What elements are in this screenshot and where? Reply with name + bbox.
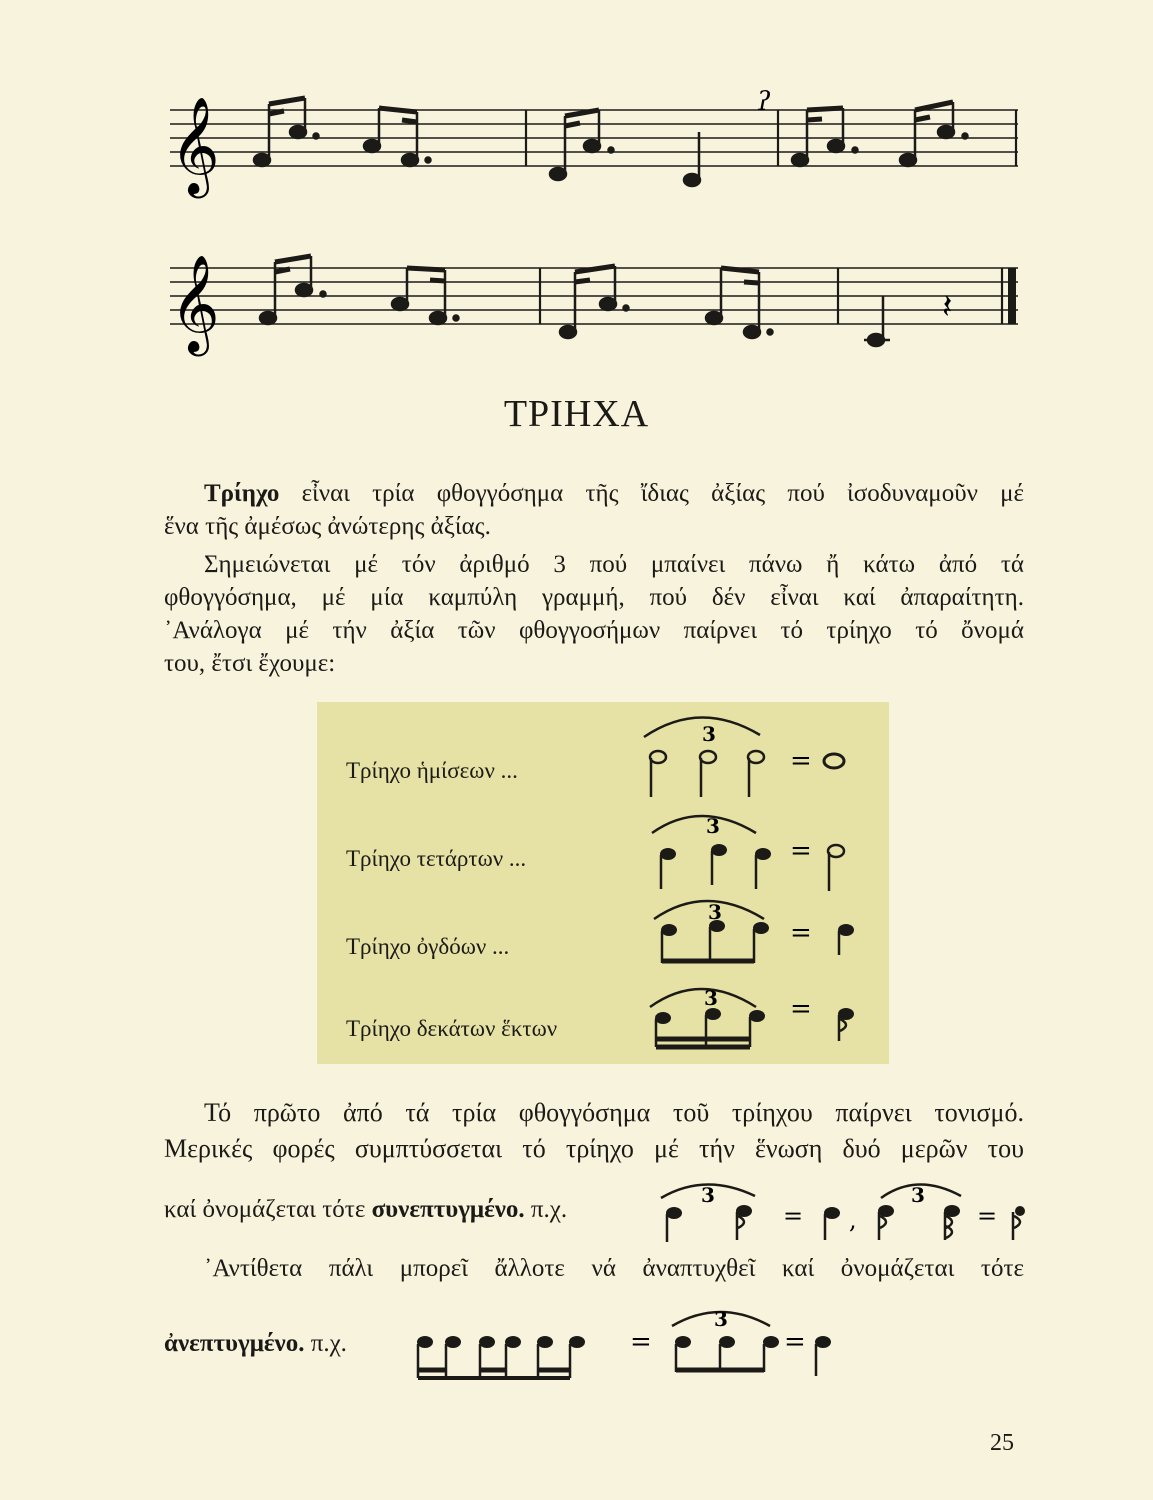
comma-separator: , — [849, 1206, 857, 1234]
equals-sign: = — [784, 1327, 806, 1357]
triplet-number: 3 — [704, 986, 718, 1010]
example-marker: π.χ. — [530, 1196, 568, 1223]
triplet-label: Τρίηχο τετάρτων ... — [346, 846, 527, 871]
equals-sign: = — [790, 746, 812, 776]
breath-mark-icon: ʔ — [757, 87, 771, 117]
final-barline — [1008, 268, 1016, 324]
quarter-rest-icon: 𝄽 — [942, 287, 953, 327]
intro-text: εἶναι τρία φθογγόσημα τῆς ἴδιας ἀξίας πού ἰσοδυναμοῦν μέ — [301, 480, 1024, 507]
equals-sign: = — [790, 994, 812, 1024]
page-number: 25 — [990, 1430, 1014, 1456]
treble-clef-icon — [170, 96, 220, 198]
triplet-label: Τρίηχο ὀγδόων ... — [346, 934, 510, 959]
accent-paragraph — [164, 1095, 1024, 1167]
triplet-label: Τρίηχο ἡμίσεων ... — [346, 758, 518, 783]
contracted-triplet-examples — [655, 1168, 1025, 1244]
paragraph-text: καί ὀνομάζεται τότε — [164, 1196, 366, 1223]
triplet-notation — [630, 705, 890, 1065]
equals-sign: = — [783, 1202, 804, 1230]
music-staff-2 — [160, 228, 1020, 358]
paragraph-line: Σημειώνεται μέ τόν ἀριθμό 3 πού μπαίνει πάνω ἤ κάτω ἀπό τά — [204, 551, 1024, 578]
equals-sign: = — [790, 918, 812, 948]
svg-text:𝄞: 𝄞 — [170, 254, 220, 352]
treble-clef-icon — [170, 254, 220, 356]
triplet-number: 3 — [706, 814, 720, 838]
paragraph-line: ᾿Ανάλογα μέ τήν ἀξία τῶν φθογγοσήμων παίρνει τό τρίηχο τό ὄνομά — [164, 617, 1024, 644]
triplet-label: Τρίηχο δεκάτων ἕκτων — [346, 1016, 558, 1041]
equals-sign: = — [630, 1327, 652, 1357]
expanded-example-line — [164, 1330, 347, 1358]
intro-text: ἕνα τῆς ἀμέσως ἀνώτερης ἀξίας. — [164, 513, 491, 540]
notation-paragraph — [164, 548, 1024, 680]
triplet-number: 3 — [911, 1183, 925, 1207]
svg-text:𝄞: 𝄞 — [170, 96, 220, 194]
expanded-paragraph — [164, 1252, 1024, 1285]
paragraph-line: φθογγόσημα, μέ μία καμπύλη γραμμή, πού δέν εἶναι καί ἀπαραίτητη. — [164, 584, 1024, 611]
equals-sign: = — [790, 836, 812, 866]
equals-sign: = — [977, 1202, 998, 1230]
triplet-number: 3 — [714, 1307, 728, 1331]
triplet-number: 3 — [702, 722, 716, 746]
page-title: ΤΡΙΗΧΑ — [503, 393, 650, 435]
expanded-triplet-example — [410, 1300, 870, 1390]
paragraph-line: Τό πρῶτο ἀπό τά τρία φθογγόσημα τοῦ τρίηχου παίρνει τονισμό. — [204, 1098, 1024, 1127]
paragraph-line: Μερικές φορές συμπτύσσεται τό τρίηχο μέ τήν ἕνωση δυό μερῶν του — [164, 1134, 1024, 1163]
triplet-number: 3 — [701, 1183, 715, 1207]
paragraph-line: ᾿Αντίθετα πάλι μπορεῖ ἄλλοτε νά ἀναπτυχθεῖ καί ὀνομάζεται τότε — [204, 1255, 1024, 1282]
triplet-number: 3 — [708, 900, 722, 924]
example-marker: π.χ. — [310, 1330, 347, 1357]
paragraph-line: του, ἔτσι ἔχουμε: — [164, 650, 336, 677]
term-triplet: Τρίηχο — [204, 480, 280, 507]
term-expanded: ἀνεπτυγμένο. — [164, 1330, 305, 1357]
term-contracted: συνεπτυγμένο. — [371, 1196, 525, 1223]
contracted-example-line — [164, 1196, 567, 1224]
intro-paragraph — [164, 477, 1024, 543]
music-staff-1 — [160, 80, 1020, 200]
